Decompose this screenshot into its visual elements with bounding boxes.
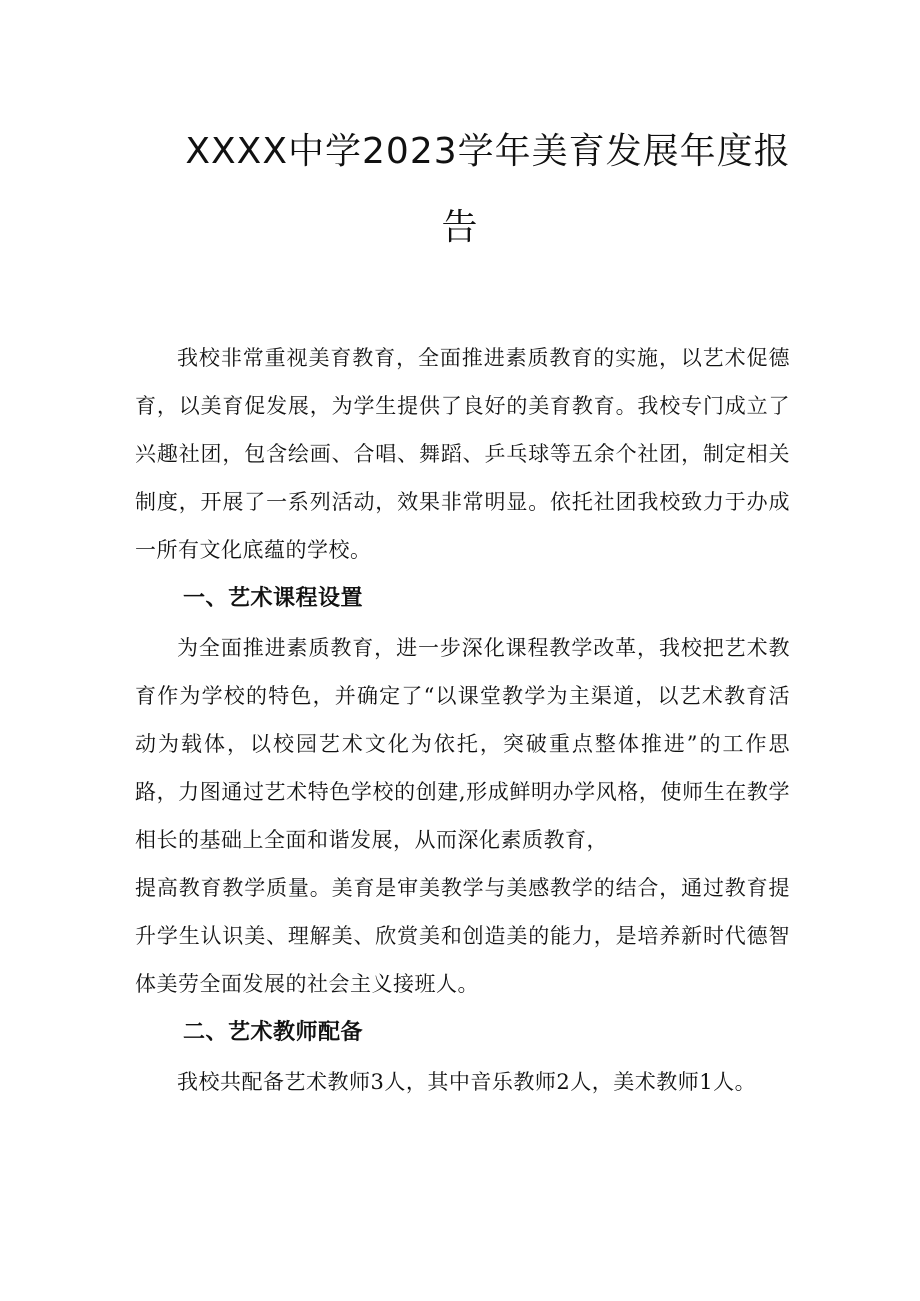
section-1-heading: 一、艺术课程设置 [183,586,364,611]
document-body [135,334,790,1106]
section-1-paragraph-continued: 提高教育教学质量。美育是审美教学与美感教学的结合，通过教育提升学生认识美、理解美、欣赏美和创造美的能力，是培养新时代德智体美劳全面发展的社会主义接班人。 [135,876,790,996]
document-title-line-1: XXXX中学2023学年美育发展年度报 [185,131,791,172]
document-title-line-2: 告 [441,207,479,248]
intro-paragraph: 我校非常重视美育教育，全面推进素质教育的实施，以艺术促德育，以美育促发展，为学生提供了良好的美育教育。我校专门成立了兴趣社团，包含绘画、合唱、舞蹈、乒乓球等五余个社团，制定相关制度，开展了一系列活动，效果非常明显。依托社团我校致力于办成一所有文化底蕴的学校。 [135,346,790,562]
section-1-paragraph: 为全面推进素质教育，进一步深化课程教学改革，我校把艺术教育作为学校的特色，并确定了“以课堂教学为主渠道，以艺术教育活动为载体，以校园艺术文化为依托，突破重点整体推进”的工作思路，力图通过艺术特色学校的创建,形成鲜明办学风格，使师生在教学相长的基础上全面和谐发展，从而深化素质教育， [135,636,790,852]
section-2-heading: 二、艺术教师配备 [183,1020,364,1045]
section-2-paragraph: 我校共配备艺术教师3人，其中音乐教师2人，美术教师1人。 [177,1070,757,1094]
